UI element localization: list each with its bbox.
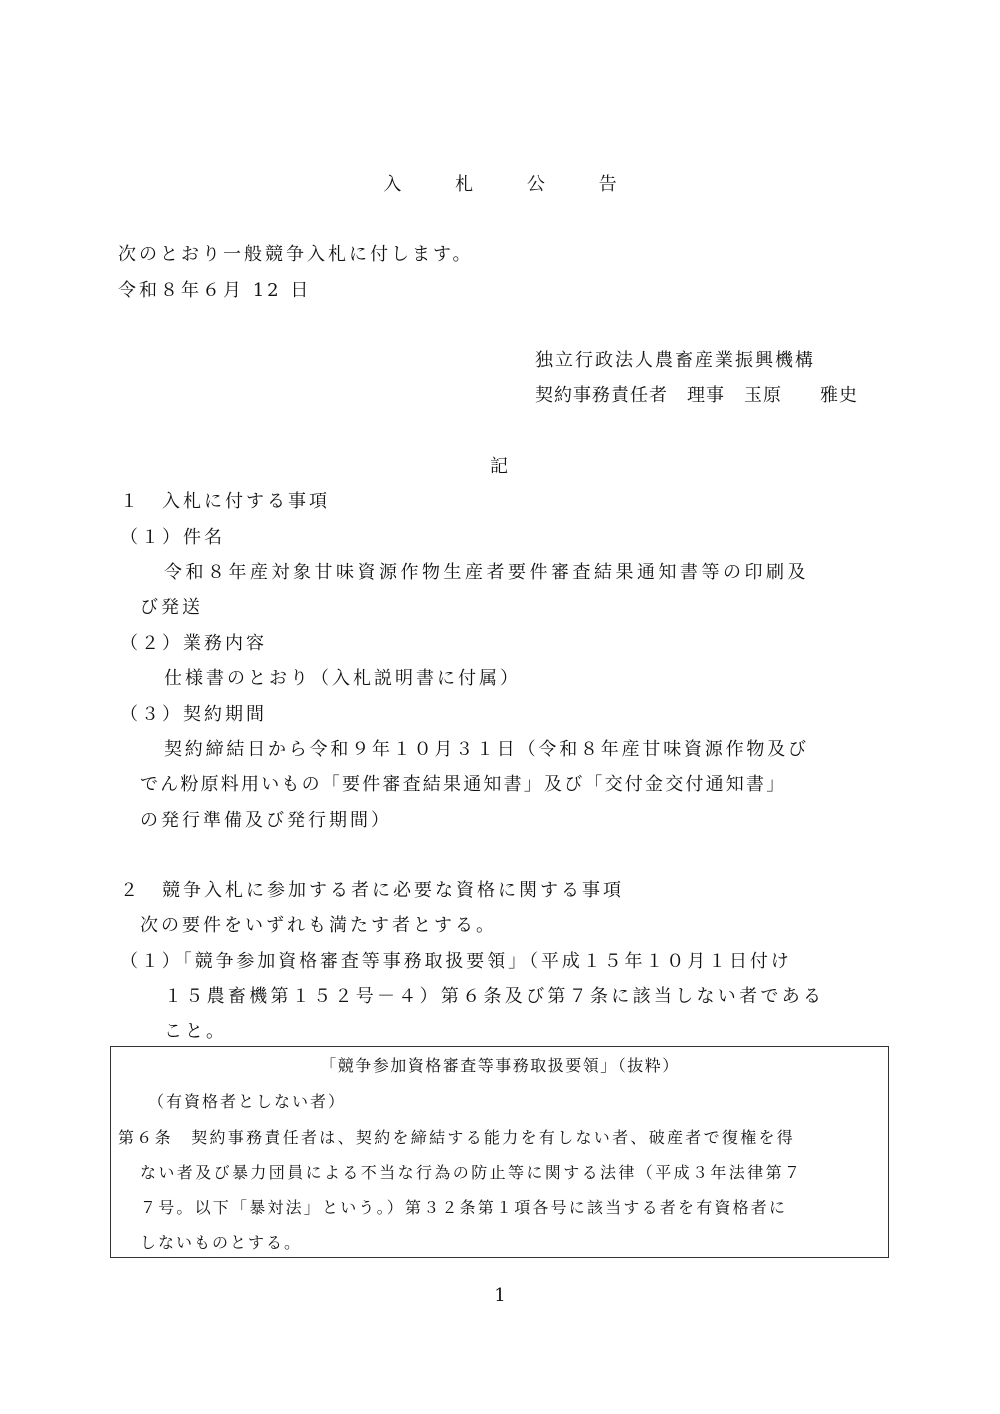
excerpt-article-line: しないものとする。	[140, 1233, 303, 1252]
item-1-3-text-cont: でん粉原料用いもの「要件審査結果通知書」及び「交付金交付通知書」	[140, 774, 787, 795]
item-1-1-text-cont: び発送	[140, 597, 203, 618]
item-2-1-text-cont: １５農畜機第１５２号－４）第６条及び第７条に該当しない者である	[164, 986, 825, 1007]
item-1-1-label: （１）件名	[120, 527, 225, 548]
item-1-1-text: 令和８年産対象甘味資源作物生産者要件審査結果通知書等の印刷及	[164, 562, 809, 583]
document-title	[0, 173, 1000, 197]
item-2-1-text: （１）「競争参加資格審査等事務取扱要領」（平成１５年１０月１日付け	[120, 951, 792, 972]
title-char: 告	[598, 174, 617, 195]
item-1-2-text: 仕様書のとおり（入札説明書に付属）	[164, 668, 521, 689]
ki-marker: 記	[490, 456, 511, 477]
section-1-heading: １ 入札に付する事項	[120, 491, 330, 512]
title-char: 札	[455, 174, 474, 195]
contract-official: 契約事務責任者 理事 玉原 雅史	[535, 385, 858, 406]
organization-name: 独立行政法人農畜産業振興機構	[535, 350, 815, 371]
excerpt-subtitle: （有資格者としない者）	[148, 1092, 347, 1111]
title-char: 公	[526, 174, 545, 195]
item-2-1-text-cont2: こと。	[164, 1021, 227, 1042]
item-1-3-text-cont2: の発行準備及び発行期間）	[140, 810, 392, 831]
excerpt-article-line: ７号。以下「暴対法」という。）第３２条第１項各号に該当する者を有資格者に	[140, 1198, 788, 1217]
item-1-3-text: 契約締結日から令和９年１０月３１日（令和８年産甘味資源作物及び	[164, 739, 809, 760]
section-2-lead: 次の要件をいずれも満たす者とする。	[140, 915, 497, 936]
item-1-3-label: （３）契約期間	[120, 704, 267, 725]
intro-text: 次のとおり一般競争入札に付します。	[118, 244, 474, 265]
section-2-heading: ２ 競争入札に参加する者に必要な資格に関する事項	[120, 880, 624, 901]
title-char: 入	[383, 174, 402, 195]
notice-date: 令和８年６月 12 日	[118, 280, 312, 301]
excerpt-article-line: ない者及び暴力団員による不当な行為の防止等に関する法律（平成３年法律第７	[140, 1163, 803, 1182]
item-1-2-label: （２）業務内容	[120, 633, 267, 654]
excerpt-article-line: 第６条 契約事務責任者は、契約を締結する能力を有しない者、破産者で復権を得	[118, 1128, 796, 1147]
page-number: 1	[494, 1285, 506, 1306]
excerpt-title: 「競争参加資格審査等事務取扱要領」（抜粋）	[320, 1056, 680, 1075]
